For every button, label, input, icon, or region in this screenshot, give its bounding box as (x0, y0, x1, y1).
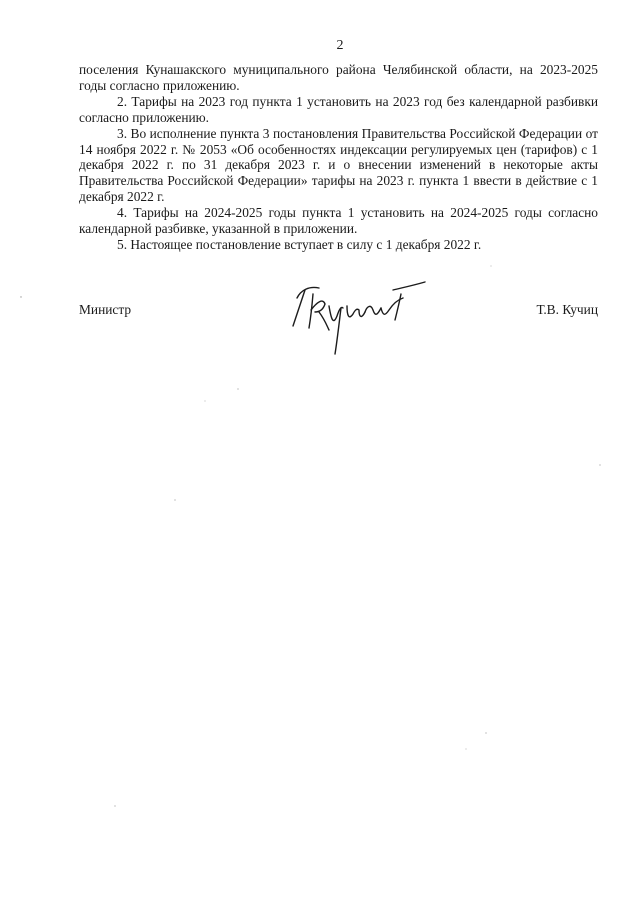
document-body (79, 62, 598, 253)
signature-block (79, 294, 598, 364)
paragraph-continuation: поселения Кунашакского муниципального района Челябинской области, на 2023-2025 годы согласно приложению. (79, 62, 598, 93)
paragraph-item-4: 4. Тарифы на 2024-2025 годы пункта 1 установить на 2024-2025 годы согласно календарной разбивке, указанной в приложении. (79, 205, 598, 237)
paragraph-item-5: 5. Настоящее постановление вступает в силу с 1 декабря 2022 г. (117, 236, 482, 252)
paragraph-item-3: 3. Во исполнение пункта 3 постановления Правительства Российской Федерации от 14 ноября 2022 г. № 2053 «Об особенностях индексации регулируемых цен (тарифов) с 1 декабря 2022 г. по 31 декабря 2023 г. и о внесении изменений в некоторые акты Правительства Российской Федерации» тарифы на 2023 г. пункта 1 ввести в действие с 1 декабря 2022 г. (79, 125, 598, 205)
signatory-position: Министр (79, 302, 132, 317)
signatory-name: Т.В. Кучиц (536, 302, 598, 317)
handwritten-signature (279, 276, 439, 356)
paragraph-item-2: 2. Тарифы на 2023 год пункта 1 установить на 2023 год без календарной разбивки согласно приложению. (79, 93, 598, 125)
page-number: 2 (336, 38, 344, 53)
